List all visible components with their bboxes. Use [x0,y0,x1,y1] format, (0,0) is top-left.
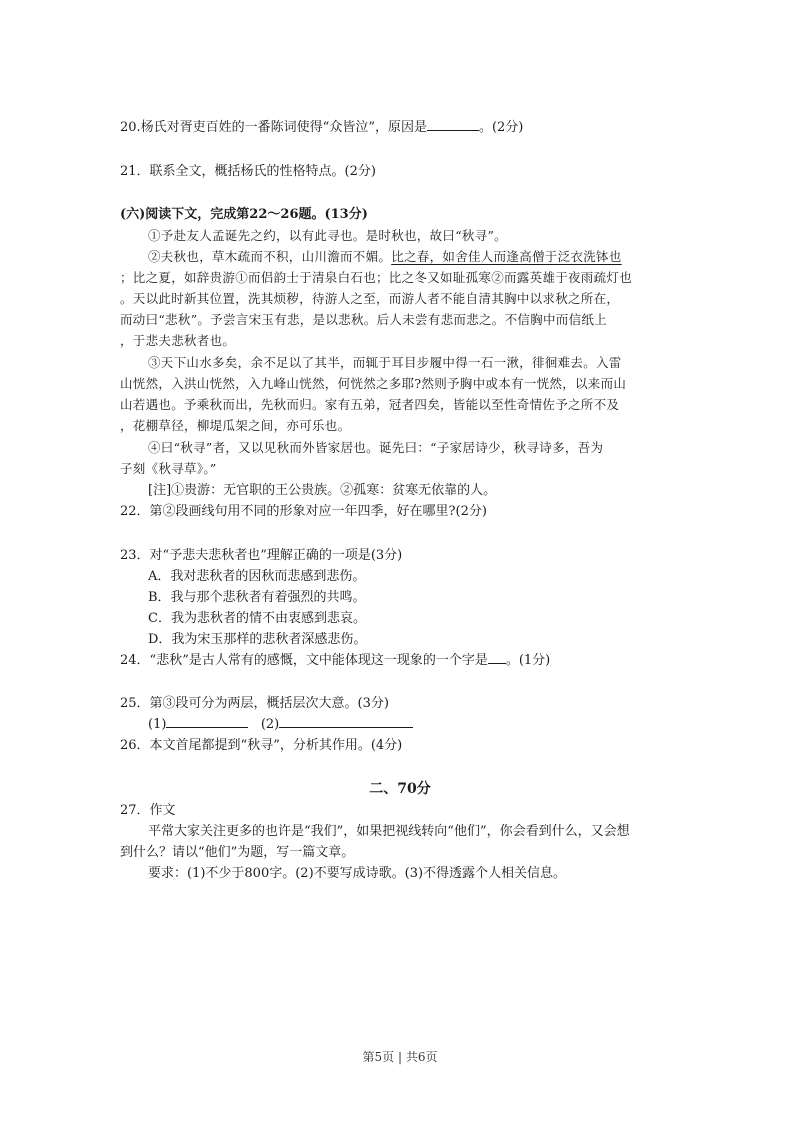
passage-paragraph-2-line-3: 。天以此时新其位置，洗其烦秽，待游人之至，而游人者不能自清其胸中以求秋之所在， [120,291,620,306]
page-footer: 第5页 | 共6页 [362,1050,438,1064]
passage-paragraph-4-line-2: 子刻《秋寻草》。” [120,461,217,476]
passage-paragraph-2-line-1 [148,247,622,267]
passage-paragraph-2-line-4: 而动曰“悲秋”。予尝言宋玉有悲，是以悲秋。后人未尝有悲而悲之。不信胸中而信纸上 [120,312,607,327]
option-c: C．我为悲秋者的情不由衷感到悲哀。 [148,611,366,626]
question-23: 23．对“予悲夫悲秋者也”理解正确的一项是(3分) [120,548,403,563]
question-26: 26．本文首尾都提到“秋寻”，分析其作用。(4分) [120,738,403,753]
question-21: 21．联系全文，概括杨氏的性格特点。(2分) [120,164,376,179]
passage-note: [注]①贵游：无官职的王公贵族。②孤寒：贫寒无依靠的人。 [148,483,497,498]
passage-paragraph-2-line-2: ；比之夏，如辞贵游①而侣韵士于清泉白石也；比之冬又如耻孤寒②而露英雄于夜雨疏灯也 [120,270,633,285]
passage-paragraph-2-line-5: ，于悲夫悲秋者也。 [120,333,236,348]
underlined-sentence: 比之春，如舍佳人而逢高僧于泛衣洗钵也 [391,249,622,264]
passage-paragraph-3-line-3: 山若遇也。予乘秋而出，先秋而归。家有五弟，冠者四矣，皆能以至性奇情佐予之所不及 [120,397,620,412]
question-20 [120,118,523,138]
section-6-heading: (六)阅读下文，完成第22～26题。(13分) [120,207,368,222]
question-20-score: 。(2分) [478,120,524,135]
answer-blank [488,651,506,664]
passage-paragraph-3-line-4: ，花棚草径，柳堤瓜架之间，亦可乐也。 [120,418,351,433]
passage-paragraph-3-line-1: ③天下山水多矣，余不足以了其半，而辄于耳目步履中得一石一湫，徘徊难去。入雷 [148,355,622,370]
answer-label-1: (1) [148,717,167,732]
question-25-answers [148,715,413,735]
question-24-text: 24．“悲秋”是古人常有的感慨，文中能体现这一现象的一个字是 [120,653,488,668]
option-b: B．我与那个悲秋者有着强烈的共鸣。 [148,590,366,605]
question-24-score: 。(1分) [505,653,551,668]
question-20-text: 20.杨氏对胥吏百姓的一番陈词使得“众皆泣”，原因是 [120,120,427,135]
question-27-prompt-line-1: 平常大家关注更多的也许是“我们”，如果把视线转向“他们”，你会看到什么，又会想 [148,824,630,839]
question-24 [120,651,550,671]
question-22: 22．第②段画线句用不同的形象对应一年四季，好在哪里?(2分) [120,504,487,519]
answer-blank-2 [279,715,413,728]
option-a: A．我对悲秋者的因秋而悲感到悲伤。 [148,569,366,584]
option-d: D．我为宋玉那样的悲秋者深感悲伤。 [148,632,367,647]
question-27-title: 27．作文 [120,803,176,818]
question-25: 25．第③段可分为两层，概括层次大意。(3分) [120,696,389,711]
passage-paragraph-4-line-1: ④曰“秋寻”者，又以见秋而外皆家居也。诞先曰：“子家居诗少，秋寻诗多，吾为 [148,440,604,455]
passage-text: ②夫秋也，草木疏而不积，山川澹而不媚。 [148,249,392,264]
passage-paragraph-1: ①予赴友人孟诞先之约，以有此寻也。是时秋也，故曰“秋寻”。 [148,228,507,243]
question-27-prompt-line-2: 到什么？请以“他们”为题，写一篇文章。 [120,845,355,860]
answer-blank-1 [166,715,248,728]
part-2-heading: 二、70分 [369,781,431,797]
answer-label-2: (2) [260,717,280,732]
answer-blank [427,118,479,131]
question-27-requirements: 要求：(1)不少于800字。(2)不要写成诗歌。(3)不得透露个人相关信息。 [148,866,567,881]
passage-paragraph-3-line-2: 山恍然，入洪山恍然，入九峰山恍然，何恍然之多耶?然则予胸中或本有一恍然，以来而山 [120,376,627,391]
